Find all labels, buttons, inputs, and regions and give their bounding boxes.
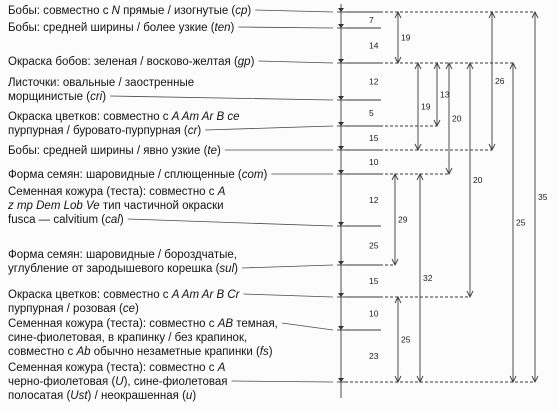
gene-label-line: Окраска цветков: совместно с A Am Ar B Cr <box>8 289 240 301</box>
gene-leader-line <box>205 126 333 130</box>
locus-arrow <box>338 170 344 174</box>
gene-label-line: Форма семян: шаровидные / сплющенные (com) <box>8 169 268 181</box>
gene-label-line: Форма семян: шаровидные / бороздчатые, <box>8 249 237 261</box>
distance-span <box>345 63 431 150</box>
adjacent-distance: 23 <box>369 351 379 361</box>
gene-label-line: fusca — calvitium (cal) <box>8 214 124 226</box>
gene-leader-line <box>244 294 334 297</box>
locus-arrow <box>338 24 344 28</box>
gene-label <box>8 22 235 34</box>
gene-leader-line <box>242 265 333 268</box>
gene-leader-line <box>282 323 333 330</box>
span-distance: 19 <box>421 101 431 112</box>
gene-label-line: углубление от зародышевого корешка (sul) <box>8 263 238 275</box>
distance-span <box>345 63 462 174</box>
adjacent-distance: 10 <box>369 157 379 167</box>
gene-label <box>8 249 238 275</box>
locus-arrow <box>338 122 344 126</box>
gene-leader-line <box>238 27 333 28</box>
gene-label-line: Бобы: совместно с N прямые / изогнутые (cp) <box>8 5 252 17</box>
span-distance: 20 <box>452 113 462 124</box>
locus-arrow <box>338 261 344 265</box>
gene-leader-line <box>110 96 333 100</box>
gene-label-line: Листочки: овальные / заостренные <box>8 77 195 89</box>
gene-label <box>8 77 194 103</box>
gene-label-line: Бобы: средней ширины / более узкие (ten) <box>8 22 235 34</box>
adjacent-distance: 12 <box>369 76 379 87</box>
gene-label-line: Окраска бобов: зеленая / восково-желтая (gp) <box>8 56 255 68</box>
gene-label-line: пурпурная / розовая (ce) <box>8 303 139 315</box>
span-distance: 25 <box>401 334 411 345</box>
gene-label <box>8 145 221 157</box>
span-distance: 20 <box>473 175 483 185</box>
gene-label-line: Семенная кожура (теста): совместно с A <box>8 186 226 198</box>
span-distance: 35 <box>538 192 548 202</box>
adjacent-distance: 14 <box>369 40 379 51</box>
gene-leader-line <box>255 10 333 12</box>
gene-label-line: Окраска цветков: совместно с A Am Ar B ce <box>8 111 240 123</box>
locus-arrow <box>338 378 344 382</box>
gene-label-line: Семенная кожура (теста): совместно с A <box>8 362 226 374</box>
gene-leader-line <box>258 61 333 63</box>
gene-label-line: пурпурная / буровато-пурпурная (cr) <box>8 125 202 137</box>
adjacent-distance: 5 <box>369 108 374 118</box>
distance-span <box>345 63 483 297</box>
gene-label-line: черно-фиолетовая (U), сине-фиолетовая <box>8 376 228 388</box>
gene-label <box>7 186 226 226</box>
gene-label <box>8 169 267 181</box>
gene-label <box>8 318 278 358</box>
adjacent-distance: 12 <box>369 195 379 205</box>
adjacent-distance: 15 <box>369 276 379 286</box>
gene-label <box>8 111 240 137</box>
gene-label-line: сине-фиолетовая, в крапинку / без крапинок, <box>8 332 248 344</box>
locus-arrow <box>338 326 344 330</box>
adjacent-distance: 25 <box>369 240 379 251</box>
span-distance: 29 <box>398 214 408 225</box>
gene-label-line: Семенная кожура (теста): совместно с AB темная, <box>8 318 278 330</box>
gene-label-line: полосатая (Ust) / неокрашенная (u) <box>8 390 197 402</box>
locus-arrow <box>338 293 344 297</box>
span-distance: 19 <box>401 32 411 43</box>
distance-span <box>345 12 411 63</box>
gene-label <box>8 362 227 402</box>
locus-arrow <box>338 59 344 63</box>
locus-arrow <box>338 146 344 150</box>
gene-label <box>8 56 255 68</box>
gene-label-line: совместно с Ab обычно незаметные крапинки (fs) <box>8 346 273 358</box>
gene-label-line: морщинистые (cri) <box>8 91 107 103</box>
distance-span <box>345 174 433 382</box>
gene-label <box>8 5 251 17</box>
locus-arrow <box>338 8 344 12</box>
span-distance: 32 <box>423 273 433 283</box>
adjacent-distance: 10 <box>369 308 379 319</box>
span-distance: 25 <box>516 217 526 228</box>
adjacent-distance: 7 <box>369 15 374 25</box>
gene-label-line: z mp Dem Lob Ve тип частичной окраски <box>8 200 224 212</box>
locus-arrow <box>338 222 344 226</box>
span-distance: 26 <box>495 76 505 86</box>
locus-arrow <box>338 96 344 100</box>
gene-label <box>8 289 241 315</box>
adjacent-distance: 15 <box>369 133 379 143</box>
span-distance: 13 <box>440 89 450 100</box>
gene-label-line: Бобы: средней ширины / явно узкие (te) <box>8 145 221 157</box>
distance-span <box>345 174 408 265</box>
gene-leader-line <box>231 381 333 382</box>
distance-span <box>345 63 450 126</box>
gene-leader-line <box>128 219 333 226</box>
